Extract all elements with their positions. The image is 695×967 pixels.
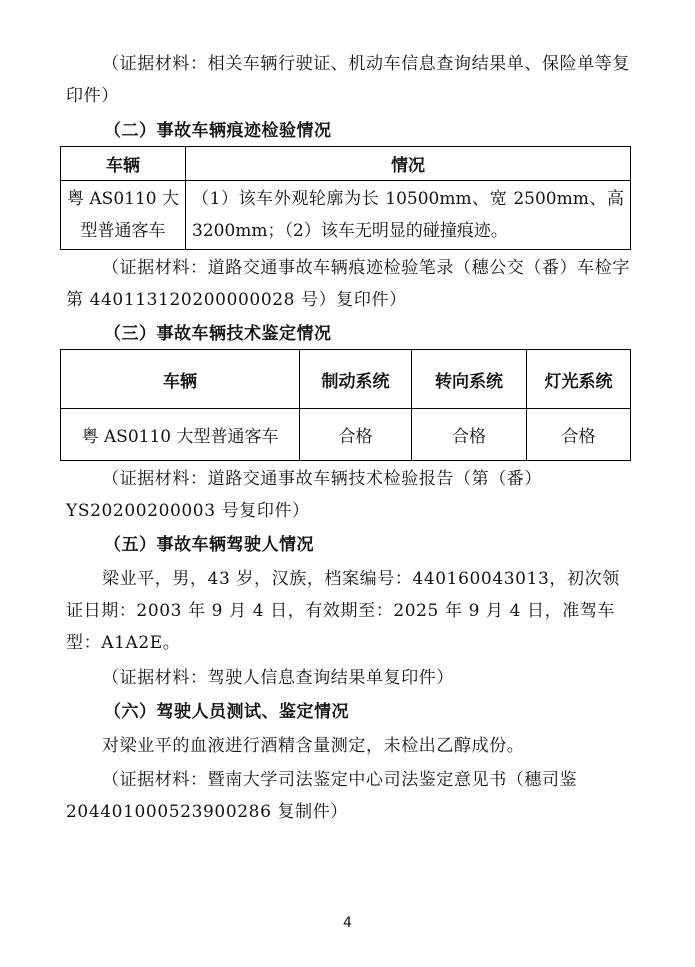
driver-info-text: 梁业平，男，43 岁，汉族，档案编号：440160043013，初次领证日期：2003 年 9 月 4 日，有效期至：2025 年 9 月 4 日，准驾车型：A1A2E。 — [66, 569, 620, 653]
evidence-forensic-opinion: （证据材料：暨南大学司法鉴定中心司法鉴定意见书（穗司鉴 204401000523900286 复制件） — [66, 770, 578, 822]
table-header-row — [61, 350, 631, 409]
header-situation: 情况 — [186, 147, 631, 181]
table-row — [61, 409, 631, 461]
cell-vehicle: 粤 AS0110 大型普通客车 — [61, 181, 186, 250]
page-number: 4 — [343, 915, 352, 931]
evidence-trace-record: （证据材料：道路交通事故车辆痕迹检验笔录（穗公交（番）车检字第 440113120200000028 号）复印件） — [66, 258, 630, 310]
heading-trace-inspection: （二）事故车辆痕迹检验情况 — [104, 121, 332, 141]
header-vehicle: 车辆 — [61, 350, 300, 409]
header-steering-system: 转向系统 — [412, 350, 527, 409]
header-brake-system: 制动系统 — [300, 350, 412, 409]
heading-driver-test: （六）驾驶人员测试、鉴定情况 — [104, 702, 349, 722]
cell-light-result: 合格 — [527, 409, 631, 461]
table-row — [61, 181, 631, 250]
heading-technical-appraisal: （三）事故车辆技术鉴定情况 — [104, 324, 332, 344]
table-header-row — [61, 147, 631, 181]
evidence-driver-query: （证据材料：驾驶人信息查询结果单复印件） — [102, 668, 454, 688]
technical-appraisal-table — [60, 349, 631, 461]
header-light-system: 灯光系统 — [527, 350, 631, 409]
cell-brake-result: 合格 — [300, 409, 412, 461]
trace-inspection-table — [60, 146, 631, 250]
cell-steering-result: 合格 — [412, 409, 527, 461]
evidence-technical-report: （证据材料：道路交通事故车辆技术检验报告（第（番）YS20200200003 号复印件） — [66, 469, 542, 521]
alcohol-test-result: 对梁业平的血液进行酒精含量测定，未检出乙醇成份。 — [102, 736, 525, 756]
header-vehicle: 车辆 — [61, 147, 186, 181]
cell-vehicle: 粤 AS0110 大型普通客车 — [61, 409, 300, 461]
heading-driver-info: （五）事故车辆驾驶人情况 — [104, 535, 314, 555]
evidence-vehicle-documents: （证据材料：相关车辆行驶证、机动车信息查询结果单、保险单等复印件） — [66, 54, 630, 106]
cell-situation: （1）该车外观轮廓为长 10500mm、宽 2500mm、高 3200mm；（2）该车无明显的碰撞痕迹。 — [186, 181, 631, 250]
